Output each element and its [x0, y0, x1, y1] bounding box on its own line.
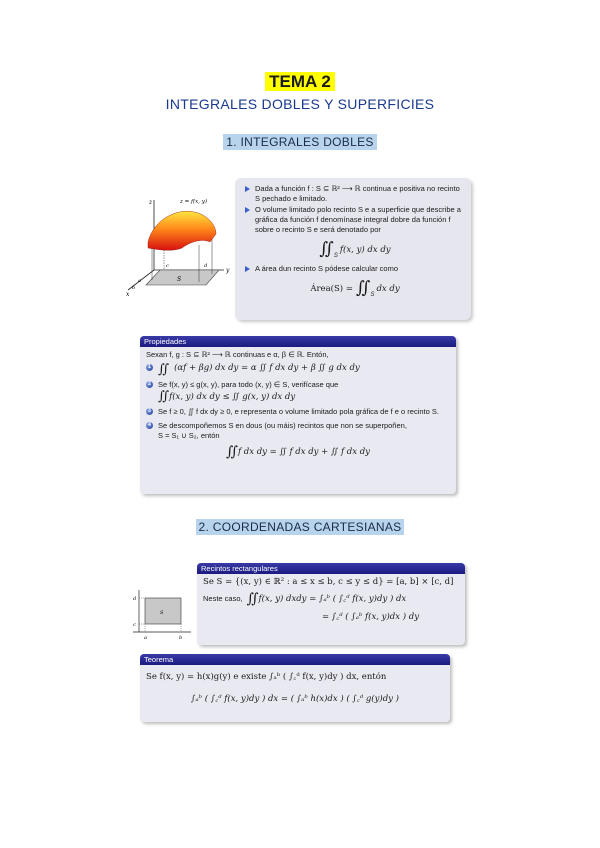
z-axis-label: z	[149, 199, 153, 206]
teorema-line-2: ∫ₐᵇ ( ∫꜀ᵈ f(x, y)dy ) dx = ( ∫ₐᵇ h(x)dx ) ( ∫꜀ᵈ g(y)dy )	[191, 694, 399, 704]
c-label: c	[166, 263, 169, 269]
propiedades-block	[140, 336, 456, 494]
teorema-line-1: Se f(x, y) = h(x)g(y) e existe ∫ₐᵇ ( ∫꜀ᵈ f(x, y)dy ) dx, entón	[146, 672, 387, 682]
intro-bullet-3: A área dun recinto S pódese calcular como	[245, 264, 465, 274]
bullet-triangle-icon	[245, 186, 250, 192]
propiedades-intro: Sexan f, g : S ⊆ ℝ² ⟶ ℝ continuas e α, β ∈ ℝ. Entón,	[146, 350, 329, 359]
intro-bullet-1: Dada a función f : S ⊆ ℝ² ⟶ ℝ continua e positiva no recinto S pechado e limitado.	[245, 184, 465, 204]
teorema-heading: Teorema	[140, 654, 450, 665]
number-ball-icon: 2	[146, 381, 153, 388]
rect-a-label: a	[144, 635, 147, 640]
recintos-line-2: = ∫꜀ᵈ ( ∫ₐᵇ f(x, y)dx ) dy	[321, 612, 419, 622]
x-axis-label: x	[126, 291, 130, 298]
page-subtitle: INTEGRALES DOBLES Y SUPERFICIES	[165, 96, 435, 112]
number-ball-icon: 4	[146, 422, 153, 429]
b-label: b	[132, 285, 136, 291]
double-integral-formula: ∬ S f(x, y) dx dy	[319, 239, 391, 259]
surface-label: z = f(x, y)	[180, 199, 208, 205]
y-axis-label: y	[226, 267, 230, 274]
bullet-triangle-icon	[245, 266, 250, 272]
propiedad-3: 3 Se f ≥ 0, ∬ f dx dy ≥ 0, e representa o volume limitado pola gráfica de f e o recinto S.	[146, 407, 450, 417]
rect-d-label: d	[133, 596, 137, 602]
section-heading-integrales: 1. INTEGRALES DOBLES	[0, 133, 600, 151]
area-formula: Área(S) = ∬ S dx dy	[310, 278, 400, 298]
d-label: d	[204, 263, 208, 269]
number-ball-icon: 1	[146, 364, 153, 371]
recintos-definition: Se S = {(x, y) ∈ ℝ² : a ≤ x ≤ b, c ≤ y ≤ d} = [a, b] × [c, d]	[203, 577, 454, 587]
propiedades-heading: Propiedades	[140, 336, 456, 347]
surface-graph	[148, 211, 216, 250]
rectangle-figure	[125, 588, 193, 640]
recintos-block	[197, 563, 465, 645]
surface-figure	[124, 190, 234, 302]
propiedad-1: 1 ∬ (αf + βg) dx dy = α ∬ f dx dy + β ∬ g dx dy	[146, 363, 450, 376]
bullet-triangle-icon	[245, 207, 250, 213]
rect-b-label: b	[179, 635, 183, 640]
rect-s-label: S	[160, 610, 164, 616]
page-title: TEMA 2	[0, 72, 600, 92]
propiedad-4: 4 Se descompoñemos S en dous (ou máis) recintos que non se superpoñen, S = S₁ ∪ S₂, entón	[146, 421, 450, 441]
region-s-label: S	[177, 276, 182, 283]
propiedad-2: 2 Se f(x, y) ≤ g(x, y), para todo (x, y) ∈ S, verifícase que ∬ f(x, y) dx dy ≤ ∬ g(x, y) dx dy	[146, 380, 450, 403]
rect-c-label: c	[133, 622, 136, 628]
number-ball-icon: 3	[146, 408, 153, 415]
intro-bullet-2: O volume limitado polo recinto S e a superficie que describe a gráfica da función f denomínase integral dobre da función f sobre o recinto S e será denotado por	[245, 205, 465, 235]
teorema-block	[140, 654, 450, 722]
a-label: a	[138, 278, 141, 284]
region-s	[146, 270, 219, 285]
propiedad-4-formula: ∬ f dx dy = ∬ f dx dy + ∬ f dx dy	[226, 444, 370, 460]
section-heading-cartesianas: 2. COORDENADAS CARTESIANAS	[0, 518, 600, 536]
intro-box	[235, 178, 471, 320]
recintos-line-1: Neste caso, ∬ f(x, y) dxdy = ∫ₐᵇ ( ∫꜀ᵈ f(x, y)dy ) dx	[203, 591, 407, 607]
recintos-heading: Recintos rectangulares	[197, 563, 465, 574]
